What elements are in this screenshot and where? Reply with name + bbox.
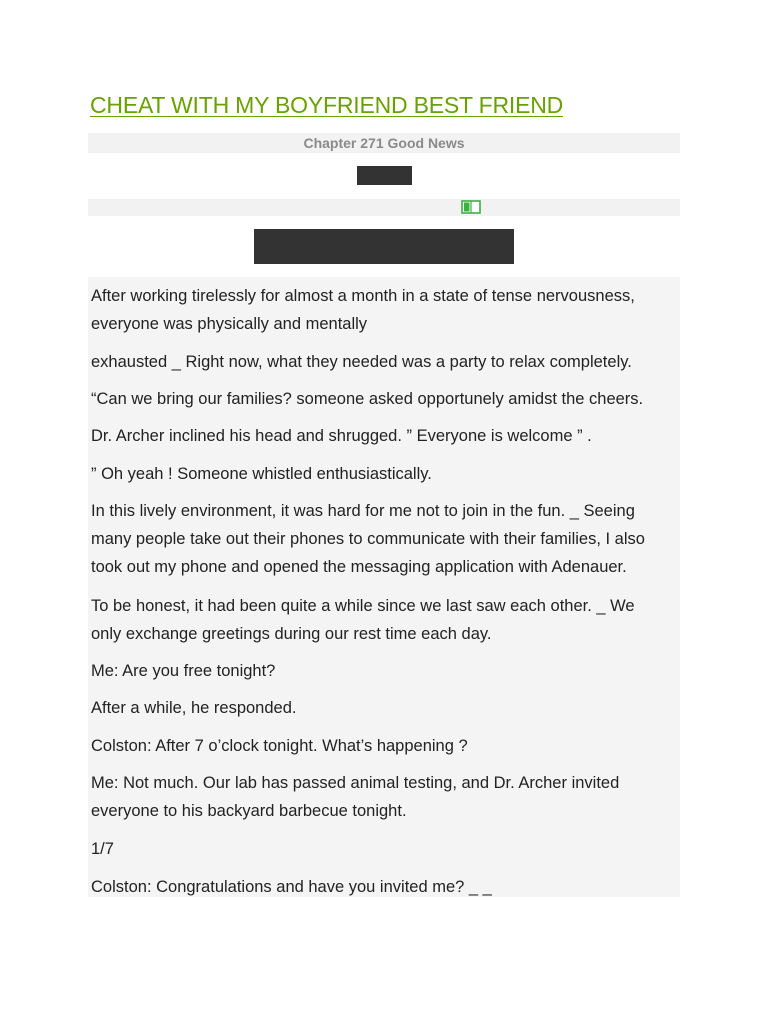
book-icon[interactable] bbox=[461, 200, 481, 214]
paragraph: ” Oh yeah ! Someone whistled enthusiastically. bbox=[91, 465, 432, 483]
paragraph: To be honest, it had been quite a while since we last saw each other. _ We only exchange greetings during our rest time each day. bbox=[91, 597, 635, 643]
paragraph: Me: Not much. Our lab has passed animal testing, and Dr. Archer invited everyone to his backyard barbecue tonight. bbox=[91, 774, 620, 820]
page-indicator: 1/7 bbox=[91, 840, 114, 858]
icon-bar bbox=[88, 199, 680, 216]
paragraph: exhausted _ Right now, what they needed was a party to relax completely. bbox=[91, 353, 632, 371]
dark-placeholder-block bbox=[357, 166, 412, 185]
paragraph: After working tirelessly for almost a month in a state of tense nervousness, everyone was physically and mentally bbox=[91, 287, 635, 333]
paragraph: After a while, he responded. bbox=[91, 699, 297, 717]
paragraph: Me: Are you free tonight? bbox=[91, 662, 276, 680]
paragraph: In this lively environment, it was hard for me not to join in the fun. _ Seeing many people take out their phones to communicate with their families, I also took out my phone and opened the messaging application with Adenauer. bbox=[91, 502, 645, 576]
paragraph: “Can we bring our families? someone asked opportunely amidst the cheers. bbox=[91, 390, 644, 408]
paragraph: Colston: Congratulations and have you invited me? _ _ bbox=[91, 878, 492, 896]
chapter-heading: Chapter 271 Good News bbox=[88, 133, 680, 153]
story-title[interactable]: CHEAT WITH MY BOYFRIEND BEST FRIEND bbox=[90, 92, 564, 118]
paragraph: Dr. Archer inclined his head and shrugged. ” Everyone is welcome ” . bbox=[91, 427, 592, 445]
paragraph: Colston: After 7 o’clock tonight. What’s happening ? bbox=[91, 737, 468, 755]
dark-banner-block bbox=[254, 229, 514, 264]
chapter-content bbox=[88, 277, 680, 897]
